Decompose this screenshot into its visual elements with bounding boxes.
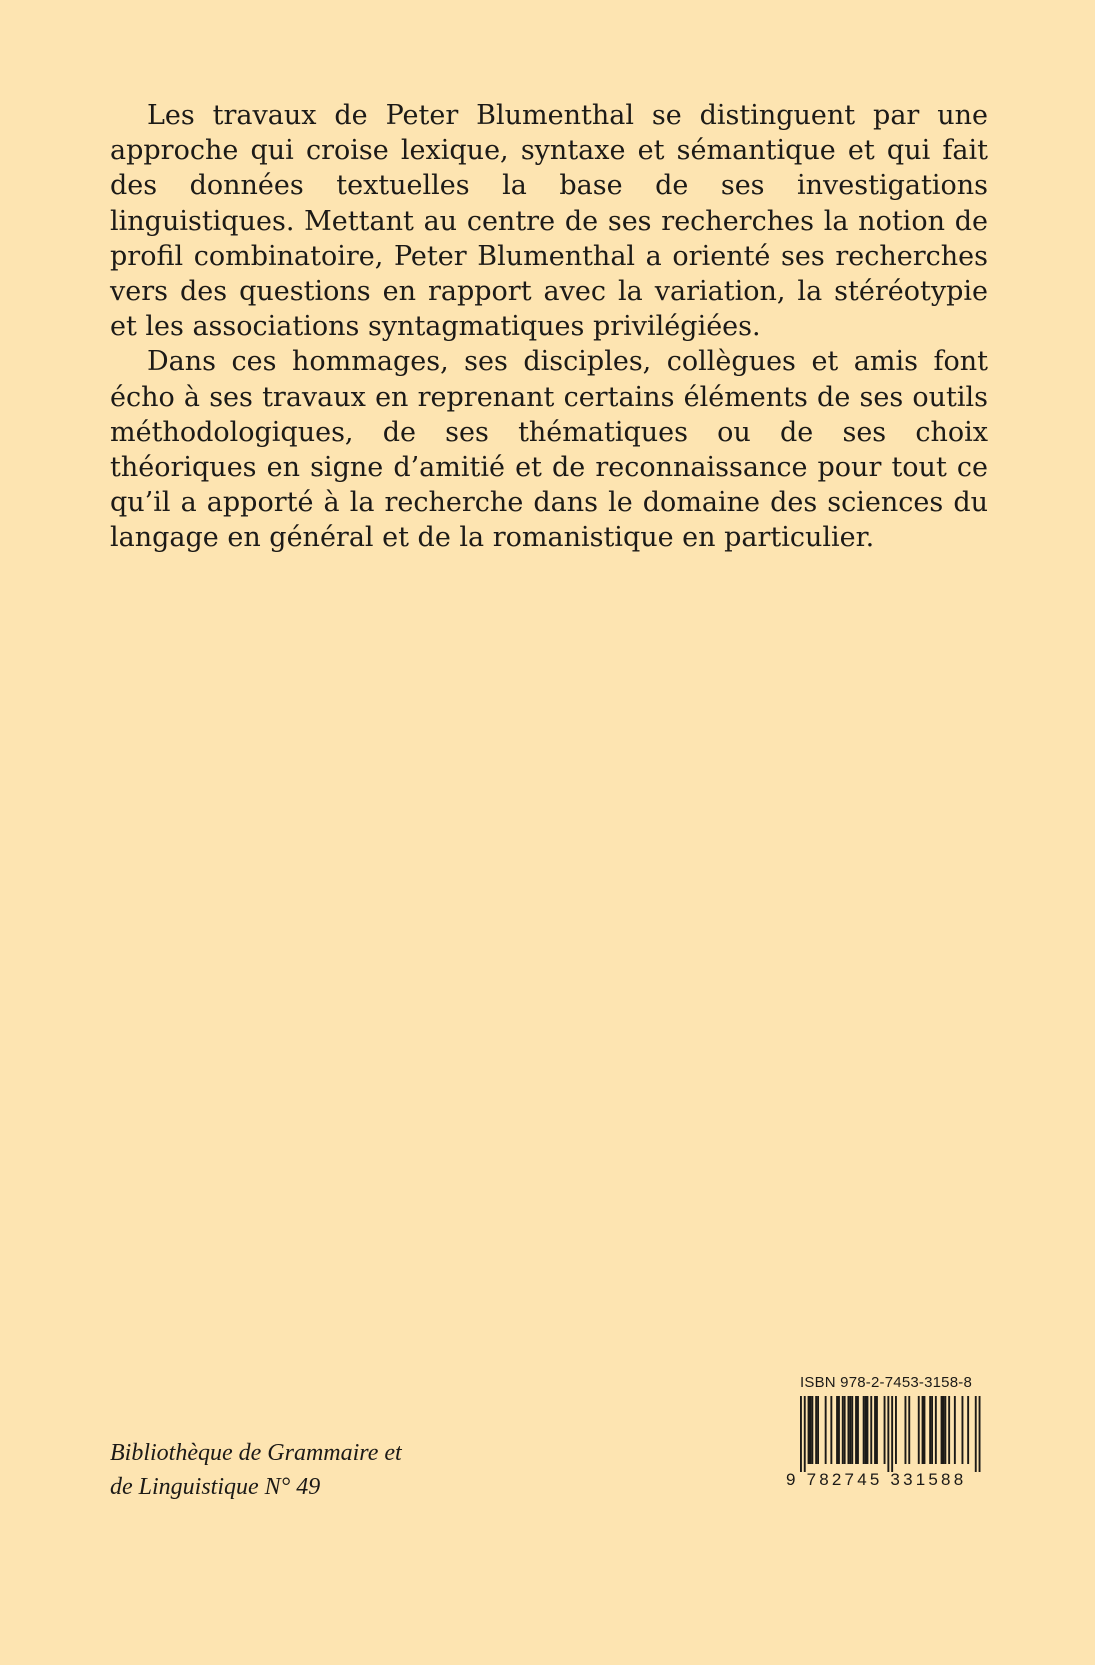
barcode-bar	[825, 1396, 827, 1464]
barcode-bar	[865, 1396, 867, 1464]
barcode-bar	[848, 1396, 850, 1464]
barcode-bar	[849, 1396, 851, 1464]
barcode-bar	[810, 1396, 812, 1464]
barcode-bar	[908, 1396, 910, 1464]
series-line-1: Bibliothèque de Grammaire et	[110, 1440, 402, 1466]
barcode-bar	[842, 1396, 844, 1464]
barcode-bar	[931, 1396, 933, 1464]
barcode-bar	[808, 1396, 810, 1464]
barcode-bar	[967, 1396, 969, 1464]
barcode-bar	[954, 1396, 956, 1464]
barcode-bar	[857, 1396, 859, 1464]
barcode-bar	[863, 1396, 865, 1464]
barcode-bar	[918, 1396, 920, 1464]
barcode-image	[800, 1396, 982, 1472]
barcode-bar	[867, 1396, 869, 1464]
barcode-bar	[962, 1396, 964, 1464]
barcode-bar	[855, 1396, 857, 1464]
barcode-bar	[836, 1396, 838, 1464]
barcode-bar	[817, 1396, 819, 1464]
barcode-bar	[895, 1396, 897, 1464]
barcode-bar	[804, 1396, 806, 1472]
barcode-bar	[941, 1396, 943, 1464]
barcode-bar	[876, 1396, 878, 1464]
paragraph-1: Les travaux de Peter Blumenthal se distinguent par une approche qui croise lexique, syntaxe et sémantique et qui fait des données textuelles la base de ses investigations linguistiques. Mettant au centre de ses recherches la notion de profil combinatoire, Peter Blumenthal a orienté ses recherches vers des questions en rapport avec la variation, la stéréotypie et les associations syntagmatiques privilégiées.	[110, 100, 988, 343]
barcode-bar	[851, 1396, 853, 1464]
barcode-bar	[922, 1396, 924, 1464]
barcode-bar	[891, 1396, 893, 1472]
isbn-block	[786, 1374, 990, 1490]
barcode-bar	[943, 1396, 945, 1464]
paragraph-2: Dans ces hommages, ses disciples, collègues et amis font écho à ses travaux en reprenant certains éléments de ses outils méthodologiques, de ses thématiques ou de ses choix théoriques en signe d’amitié et de reconnaissance pour tout ce qu’il a apporté à la recherche dans le domaine des sciences du langage en général et de la romanistique en particulier.	[110, 346, 988, 554]
barcode-bar	[935, 1396, 937, 1464]
barcode-bar	[924, 1396, 926, 1464]
barcode-bar	[975, 1396, 977, 1472]
barcode-bar	[905, 1396, 907, 1464]
barcode-bar	[884, 1396, 886, 1464]
series-line-2: de Linguistique N° 49	[110, 1474, 321, 1500]
barcode-bar	[874, 1396, 876, 1464]
back-cover-text	[110, 98, 988, 556]
barcode-bar	[929, 1396, 931, 1464]
barcode-bar	[800, 1396, 802, 1472]
barcode-bar	[979, 1396, 981, 1472]
barcode-bar	[838, 1396, 840, 1464]
barcode-bar	[948, 1396, 950, 1464]
series-title	[110, 1436, 402, 1504]
barcode-bar	[944, 1396, 946, 1464]
barcode-bar	[870, 1396, 872, 1464]
barcode-bar	[830, 1396, 832, 1464]
barcode-bar	[887, 1396, 889, 1472]
isbn-label: ISBN 978-2-7453-3158-8	[800, 1374, 973, 1391]
barcode-bar	[815, 1396, 817, 1464]
barcode-digits: 9 782745 331588	[786, 1470, 967, 1489]
barcode-bar	[844, 1396, 846, 1464]
barcode-bar	[811, 1396, 813, 1464]
